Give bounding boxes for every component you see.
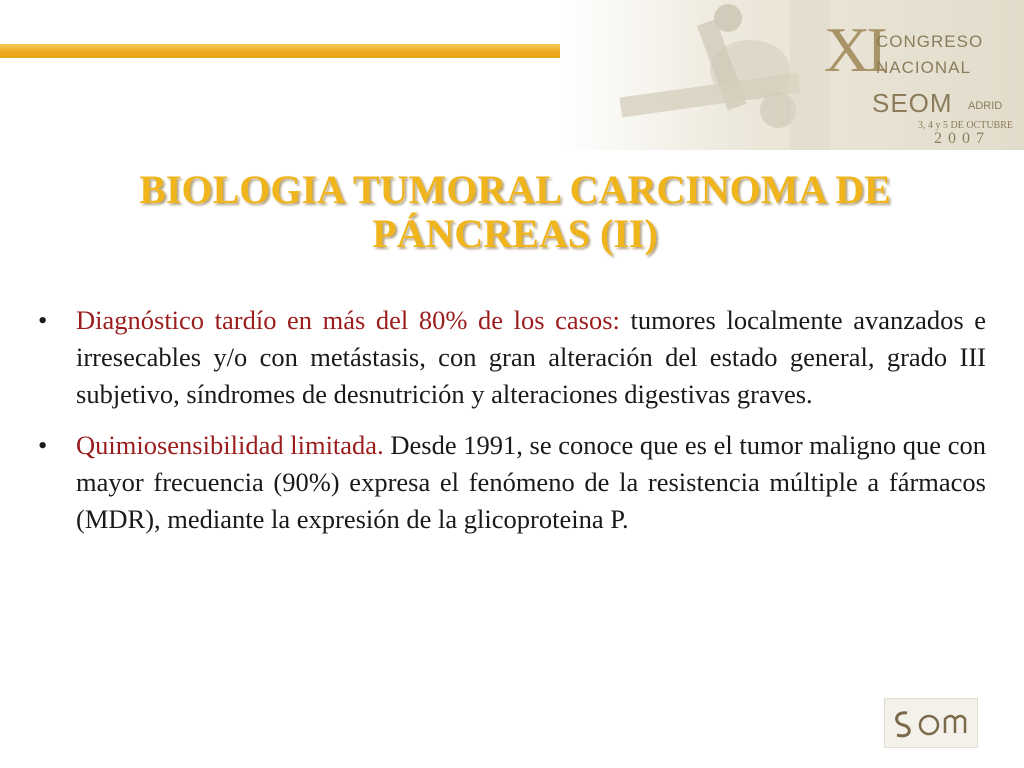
logo-roman-numeral: XI: [824, 14, 884, 85]
logo-city: ADRID: [968, 100, 1003, 112]
seom-logo-icon: [884, 698, 978, 748]
slide-title-line-1: BIOLOGIA TUMORAL CARCINOMA DE: [139, 167, 891, 212]
bullet-highlight: Diagnóstico tardío en más del 80% de los casos:: [76, 305, 620, 335]
logo-line-congreso: CONGRESO: [876, 32, 984, 51]
logo-line-nacional: NACIONAL: [876, 58, 971, 77]
seom-mark-icon: [885, 699, 977, 747]
bullet-item: [38, 302, 986, 413]
logo-year: 2007: [934, 130, 990, 147]
bullet-highlight: Quimiosensibilidad limitada.: [76, 430, 384, 460]
bullet-text: [76, 427, 986, 538]
bullet-body: tumores localmente avanzados e irresecables y/o con metástasis, con gran alteración del estado general, grado III subjetivo, síndromes de desnutrición y alteraciones digestivas graves.: [76, 305, 986, 409]
slide-title: [70, 168, 960, 256]
bullet-dot-icon: •: [38, 430, 48, 460]
bullet-item: [38, 427, 986, 538]
congress-logo: [824, 12, 1020, 148]
bullet-text: [76, 302, 986, 413]
slide-title-line-2: PÁNCREAS (II): [372, 211, 658, 256]
logo-dates: 3, 4 y 5 DE OCTUBRE: [918, 120, 1013, 131]
logo-org-name: SEOM: [872, 88, 953, 118]
bullet-body: Desde 1991, se conoce que es el tumor maligno que con mayor frecuencia (90%) expresa el fenómeno de la resistencia múltiple a fármacos (MDR), mediante la expresión de la glicoproteina P.: [76, 430, 986, 534]
slide-content: [38, 302, 986, 552]
bullet-dot-icon: •: [38, 305, 48, 335]
